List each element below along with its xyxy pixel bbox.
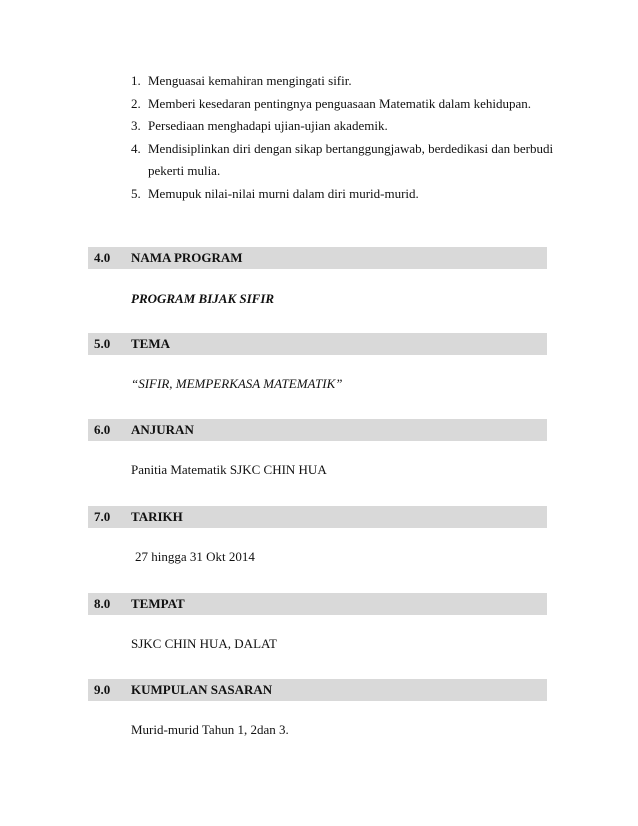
objectives-list (131, 70, 561, 205)
objective-item (131, 70, 561, 93)
section-title: ANJURAN (131, 422, 194, 437)
objective-item (131, 138, 561, 183)
objective-text: Memupuk nilai-nilai murni dalam diri murid-murid. (148, 185, 419, 201)
objective-text: Mendisiplinkan diri dengan sikap bertanggungjawab, berdedikasi dan berbudi pekerti mulia. (148, 140, 554, 178)
section-header-anjuran (88, 419, 547, 441)
theme-text: “SIFIR, MEMPERKASA MATEMATIK” (131, 376, 343, 391)
objective-text: Memberi kesedaran pentingnya penguasaan Matematik dalam kehidupan. (148, 95, 532, 111)
section-number: 5.0 (94, 336, 111, 351)
section-title: TEMPAT (131, 596, 185, 611)
date-text: 27 hingga 31 Okt 2014 (135, 549, 255, 564)
section-number: 8.0 (94, 596, 111, 611)
program-name: PROGRAM BIJAK SIFIR (131, 291, 275, 306)
objective-item (131, 115, 561, 138)
section-number: 4.0 (94, 250, 111, 265)
section-number: 7.0 (94, 509, 111, 524)
section-number: 6.0 (94, 422, 111, 437)
section-title: TEMA (131, 336, 170, 351)
section-header-nama-program (88, 247, 547, 269)
objective-number: 4. (131, 140, 141, 156)
section-number: 9.0 (94, 682, 111, 697)
venue-text: SJKC CHIN HUA, DALAT (131, 636, 277, 651)
objective-item (131, 183, 561, 206)
section-title: TARIKH (131, 509, 183, 524)
section-header-tema (88, 333, 547, 355)
objective-number: 2. (131, 95, 141, 111)
section-header-tarikh (88, 506, 547, 528)
objective-number: 1. (131, 73, 141, 88)
objective-text: Menguasai kemahiran mengingati sifir. (148, 73, 352, 88)
section-header-kumpulan-sasaran (88, 679, 547, 701)
objective-text: Persediaan menghadapi ujian-ujian akademik. (148, 118, 388, 133)
section-title: NAMA PROGRAM (131, 250, 243, 265)
objective-number: 5. (131, 185, 141, 201)
objective-item (131, 93, 561, 116)
section-header-tempat (88, 593, 547, 615)
organizer-text: Panitia Matematik SJKC CHIN HUA (131, 462, 327, 477)
target-group-text: Murid-murid Tahun 1, 2dan 3. (131, 722, 289, 737)
objective-number: 3. (131, 118, 141, 133)
section-title: KUMPULAN SASARAN (131, 682, 273, 697)
